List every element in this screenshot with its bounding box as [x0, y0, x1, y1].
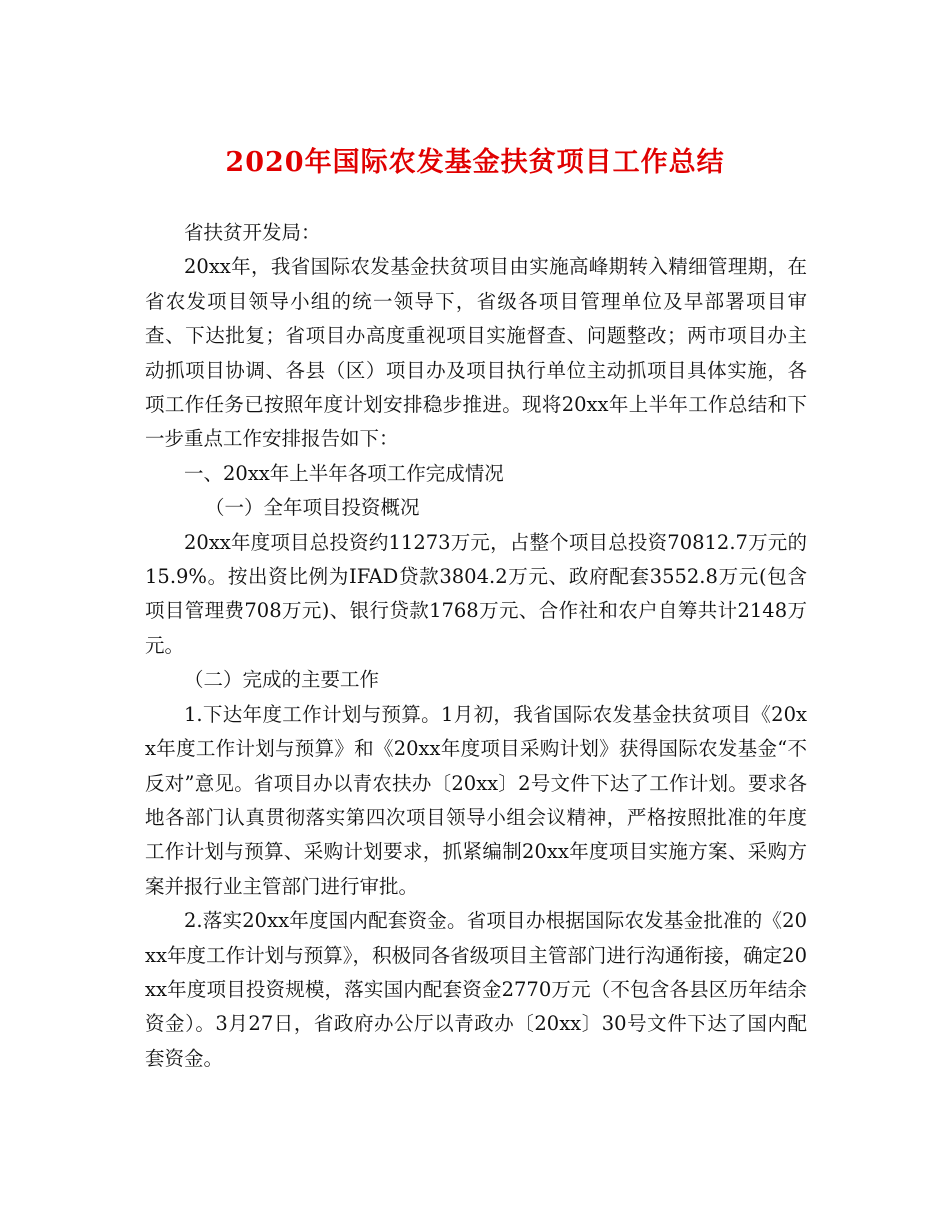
- work-item-2-paragraph: 2.落实20xx年度国内配套资金。省项目办根据国际农发基金批准的《20xx年度工作计划与预算》，积极同各省级项目主管部门进行沟通衔接，确定20xx年度项目投资规模，落实国内配套资金2770万元（不包含各县区历年结余资金）。3月27日，省政府办公厅以青政办〔20xx〕30号文件下达了国内配套资金。: [145, 909, 807, 1070]
- subsection-heading-1: （一）全年项目投资概况: [205, 496, 420, 520]
- work-item-1-paragraph: 1.下达年度工作计划与预算。1月初，我省国际农发基金扶贫项目《20xx年度工作计划与预算》和《20xx年度项目采购计划》获得国际农发基金“不反对”意见。省项目办以青农扶办〔20xx〕2号文件下达了工作计划。要求各地各部门认真贯彻落实第四次项目领导小组会议精神，严格按照批准的年度工作计划与预算、采购计划要求，抓紧编制20xx年度项目实施方案、采购方案并报行业主管部门进行审批。: [145, 702, 807, 898]
- document-title: 2020年国际农发基金扶贫项目工作总结: [225, 147, 725, 178]
- investment-paragraph: 20xx年度项目总投资约11273万元，占整个项目总投资70812.7万元的15.9%。按出资比例为IFAD贷款3804.2万元、政府配套3552.8万元(包含项目管理费708万元)、银行贷款1768万元、合作社和农户自筹共计2148万元。: [145, 530, 807, 657]
- document-body: [145, 216, 807, 1076]
- section-heading-1: 一、20xx年上半年各项工作完成情况: [184, 461, 504, 485]
- salutation-paragraph: 省扶贫开发局：: [184, 221, 321, 244]
- intro-paragraph: 20xx年，我省国际农发基金扶贫项目由实施高峰期转入精细管理期，在省农发项目领导小组的统一领导下，省级各项目管理单位及早部署项目审查、下达批复；省项目办高度重视项目实施督查、问题整改；两市项目办主动抓项目协调、各县（区）项目办及项目执行单位主动抓项目具体实施，各项工作任务已按照年度计划安排稳步推进。现将20xx年上半年工作总结和下一步重点工作安排报告如下：: [145, 255, 807, 451]
- subsection-heading-2: （二）完成的主要工作: [184, 668, 380, 692]
